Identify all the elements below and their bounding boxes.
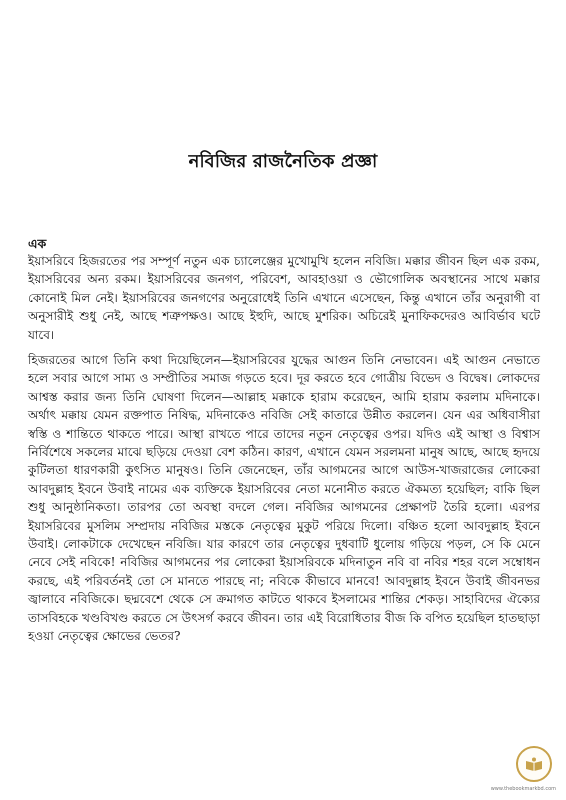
publisher-logo (516, 746, 552, 782)
publisher-url: www.thebookmarkbd.com (490, 786, 556, 792)
section-label: এক (28, 236, 47, 251)
book-lamp-icon (525, 757, 543, 771)
paragraph-2: হিজরতের আগে তিনি কথা দিয়েছিলেন—ইয়াসরিবের যুদ্ধের আগুন তিনি নেভাবেন। এই আগুন নেভাতে হলে সবার আগে সাম্য ও সম্প্রীতির সমাজ গড়তে হবে। দূর করতে হবে গোত্রীয় বিভেদ ও বিদ্বেষ। লোকদের আশ্বস্ত করার জন্য তিনি ঘোষণা দিলেন—আল্লাহ মক্কাকে হারাম করেছেন, আমি হারাম করলাম মদিনাকে। অর্থাৎ মক্কায় যেমন রক্তপাত নিষিদ্ধ, মদিনাকেও নবিজি সেই কাতারে উন্নীত করলেন। যেন এর অধিবাসীরা স্বস্তি ও শান্তিতে থাকতে পারে। আস্থা রাখতে পারে তাদের নতুন নেতৃত্বের ওপর। যদিও এই আস্থা ও বিশ্বাস নির্বিশেষে সকলের মাঝে ছড়িয়ে দেওয়া বেশ কঠিন। কারণ, এখানে যেমন সরলমনা মানুষ আছে, আছে হৃদয়ে কুটিলতা ধারণকারী কুৎসিত মানুষও। তিনি জেনেছেন, তাঁর আগমনের আগে আউস-খাজরাজের লোকেরা আবদুল্লাহ ইবনে উবাই নামের এক ব্যক্তিকে ইয়াসরিবের নেতা মনোনীত করতে ঐকমত্য হয়েছিল; বাকি ছিল শুধু আনুষ্ঠানিকতা। তারপর তো অবস্থা বদলে গেল। নবিজির আগমনের প্রেক্ষাপট তৈরি হলো। এরপর ইয়াসরিবের মুসলিম সম্প্রদায় নবিজির মস্তকে নেতৃত্বের মুকুট পরিয়ে দিলো। বঞ্চিত হলো আবদুল্লাহ ইবনে উবাই। লোকটাকে দেখেছেন নবিজি। যার কারণে তার নেতৃত্বের দুধবাটি ধুলোয় গড়িয়ে পড়ল, সে কি মেনে নেবে সেই নবিকে! নবিজির আগমনের পর লোকেরা ইয়াসরিবকে মদিনাতুন নবি বা নবির শহর বলে সম্বোধন করছে, এই পরিবর্তনই তো সে মানতে পারছে না; নবিকে কীভাবে মানবে! আবদুল্লাহ ইবনে উবাই জীবনভর জ্বালাবে নবিজিকে। ছদ্মবেশে থেকে সে ক্রমাগত কাটতে থাকবে ইসলামের শান্তির শেকড়। সাহাবিদের ঐক্যের তাসবিহকে খণ্ডবিখণ্ড করতে সে উৎসর্গ করবে জীবন। তার এই বিরোধিতার বীজ কি বপিত হয়েছিল হাতছাড়া হওয়া নেতৃত্বের ক্ষোভের ভেতর? (28, 353, 540, 644)
page-title: নবিজির রাজনৈতিক প্রজ্ঞা (188, 151, 378, 172)
paragraph-1: ইয়াসরিবে হিজরতের পর সম্পূর্ণ নতুন এক চ্যালেঞ্জের মুখোমুখি হলেন নবিজি। মক্কার জীবন ছিল এক রকম, ইয়াসরিবের অন্য রকম। ইয়াসরিবের জনগণ, পরিবেশ, আবহাওয়া ও ভৌগোলিক অবস্থানের সাথে মক্কার কোনোই মিল নেই। ইয়াসরিবের জনগণের অনুরোধেই তিনি এখানে এসেছেন, কিন্তু এখানে তাঁর অনুরাগী বা অনুসারীই শুধু নেই, আছে শত্রুপক্ষও। আছে ইহুদি, আছে মুশরিক। অচিরেই মুনাফিকদেরও আবির্ভাব ঘটে যাবে। (28, 254, 540, 342)
